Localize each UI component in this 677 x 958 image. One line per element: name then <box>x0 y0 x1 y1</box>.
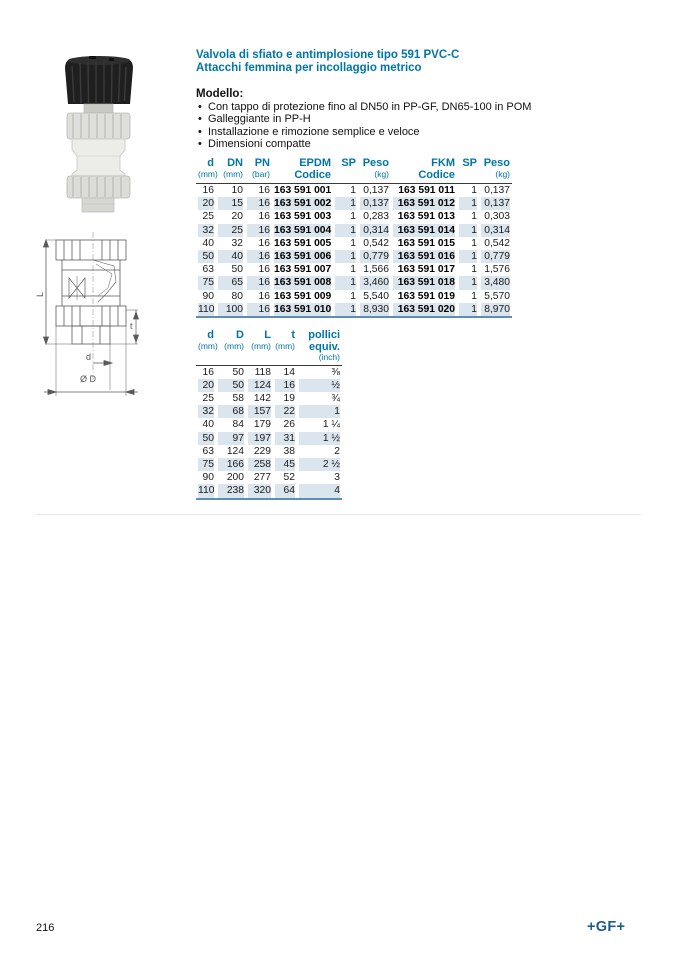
column-header: FKM Codice <box>391 158 457 184</box>
table-cell: ½ <box>297 379 342 392</box>
table-cell: 1 <box>297 405 342 418</box>
table-cell: 14 <box>283 366 295 378</box>
table-cell: ¾ <box>331 392 340 404</box>
column-header: SP <box>457 158 479 184</box>
table-cell: 63 <box>202 445 214 457</box>
table-cell: 163 591 007 <box>274 264 332 276</box>
table-cell: 110 <box>196 303 216 317</box>
table-cell: 0,137 <box>479 197 512 210</box>
table-cell: 65 <box>216 276 245 289</box>
table-cell: 1 <box>471 185 477 196</box>
table-row <box>196 197 512 210</box>
table-cell: 0,542 <box>484 237 510 249</box>
table-cell: 163 591 020 <box>391 303 457 317</box>
column-header: EPDM Codice <box>272 158 333 184</box>
table-cell: 163 591 009 <box>274 290 332 302</box>
table-row <box>196 432 342 445</box>
header-row <box>196 330 342 365</box>
table-row <box>196 250 512 263</box>
table-cell: 163 591 014 <box>391 224 457 237</box>
table-cell: 31 <box>273 432 297 445</box>
table-cell: 38 <box>283 445 295 457</box>
table-cell: 124 <box>246 379 273 392</box>
table-cell: 16 <box>273 379 297 392</box>
table-cell: 20 <box>231 211 243 223</box>
table-cell: 32 <box>196 405 216 418</box>
table-cell: 50 <box>216 379 246 392</box>
table-cell: 63 <box>202 264 214 276</box>
column-header: D (mm) <box>216 330 246 365</box>
table-cell: 163 591 006 <box>274 251 332 263</box>
table-cell: 20 <box>196 379 216 392</box>
table-cell: 163 591 004 <box>274 224 332 236</box>
column-header: L (mm) <box>246 330 273 365</box>
table-cell: 20 <box>196 197 216 210</box>
table-cell: 1 <box>457 276 479 289</box>
table-cell: 40 <box>216 250 245 263</box>
table-cell: 84 <box>232 419 244 431</box>
table-cell: 163 591 018 <box>391 276 457 289</box>
table-cell: 166 <box>216 458 246 471</box>
table-cell: 1 <box>457 250 479 263</box>
table-cell: 0,283 <box>363 211 389 223</box>
table-cell: 0,779 <box>479 250 512 263</box>
column-header: t (mm) <box>273 330 297 365</box>
table-cell: 163 591 008 <box>274 277 332 289</box>
table-cell: 0,137 <box>484 185 510 196</box>
table-row <box>196 379 342 392</box>
feature-text: Installazione e rimozione semplice e veloce <box>208 125 420 138</box>
table-cell: 200 <box>226 472 244 484</box>
table-cell: 75 <box>196 458 216 471</box>
table-cell: 320 <box>246 484 273 498</box>
table-cell: 40 <box>202 237 214 249</box>
table-cell: 15 <box>216 197 245 210</box>
section-divider <box>36 514 641 515</box>
table-cell: 258 <box>246 458 273 471</box>
feature-item <box>198 101 531 113</box>
column-header: PN (bar) <box>245 158 272 184</box>
table-row <box>196 276 512 289</box>
table-cell: 163 591 015 <box>397 237 455 249</box>
table-cell: 0,303 <box>484 211 510 223</box>
table-row <box>196 237 512 250</box>
table-cell: 3 <box>334 472 340 484</box>
table-cell: 50 <box>196 250 216 263</box>
table-cell: 90 <box>202 290 214 302</box>
column-header: Peso (kg) <box>358 158 391 184</box>
table-cell: 179 <box>253 419 271 431</box>
table-cell: 22 <box>273 405 297 418</box>
table-row <box>196 445 342 458</box>
table-cell: 40 <box>202 419 214 431</box>
table-cell: ⅜ <box>331 366 340 378</box>
table-row <box>196 484 342 498</box>
title-line-1: Valvola di sfiato e antimplosione tipo 591 PVC-C <box>196 49 460 61</box>
table-cell: 68 <box>216 405 246 418</box>
column-header: pollici equiv. (inch) <box>297 330 342 365</box>
table-cell: 1 <box>350 290 356 302</box>
table-cell: 1 <box>471 211 477 223</box>
dimension-label-t: t <box>130 321 133 331</box>
table-cell: 163 591 005 <box>274 237 332 249</box>
table-cell: 16 <box>258 237 270 249</box>
technical-drawing <box>36 230 144 408</box>
table-cell: 163 591 011 <box>398 185 455 196</box>
table-cell: 25 <box>202 392 214 404</box>
valve-photo-illustration <box>54 52 144 218</box>
table-cell: 25 <box>216 224 245 237</box>
table-cell: 163 591 001 <box>274 185 332 196</box>
table-cell: 52 <box>283 472 295 484</box>
table-cell: 45 <box>273 458 297 471</box>
column-header: d (mm) <box>196 330 216 365</box>
table-cell: 0,779 <box>358 250 391 263</box>
table-cell: 163 591 013 <box>397 211 455 223</box>
table-cell: 50 <box>231 264 243 276</box>
table-cell: 163 591 010 <box>272 303 333 317</box>
table-row <box>196 471 342 484</box>
table-cell: 58 <box>232 392 244 404</box>
table-cell: 2 <box>334 445 340 457</box>
feature-text: Dimensioni compatte <box>208 138 311 151</box>
feature-item <box>198 126 531 138</box>
table-cell: 163 591 012 <box>391 197 457 210</box>
table-cell: 0,542 <box>363 237 389 249</box>
table-cell: 8,970 <box>479 303 512 317</box>
gf-logo: +GF+ <box>587 919 626 935</box>
table-cell: 10 <box>231 185 243 196</box>
table-row <box>196 184 512 198</box>
table-cell: 1 <box>457 197 479 210</box>
table-cell: 1 <box>471 237 477 249</box>
column-header: DN (mm) <box>216 158 245 184</box>
table-cell: 163 591 019 <box>397 290 455 302</box>
bullet-icon: • <box>198 138 202 151</box>
page-number: 216 <box>36 922 55 934</box>
table-cell: 3,460 <box>358 276 391 289</box>
table-cell: 8,930 <box>358 303 391 317</box>
table-cell: 197 <box>246 432 273 445</box>
table-cell: 0,314 <box>479 224 512 237</box>
table-cell: 1 <box>350 237 356 249</box>
table-cell: 110 <box>196 484 216 498</box>
table-cell: 90 <box>202 472 214 484</box>
table-cell: 1 <box>457 224 479 237</box>
table-cell: 0,314 <box>358 224 391 237</box>
dimensions-table <box>196 330 342 500</box>
table-cell: 1 <box>333 197 358 210</box>
table-cell: 26 <box>283 419 295 431</box>
table-cell: 16 <box>258 290 270 302</box>
table-cell: 50 <box>232 366 244 378</box>
table-row <box>196 458 342 471</box>
header-row <box>196 158 512 184</box>
bullet-icon: • <box>198 113 202 126</box>
table-cell: 1,566 <box>363 264 389 276</box>
table-cell: 32 <box>231 237 243 249</box>
table-cell: 5,540 <box>363 290 389 302</box>
page-title <box>196 49 459 75</box>
model-label: Modello: <box>196 88 244 100</box>
table-row <box>196 418 342 431</box>
feature-list <box>198 101 531 151</box>
table-cell: 229 <box>253 445 271 457</box>
bullet-icon: • <box>198 101 202 113</box>
table-cell: 50 <box>196 432 216 445</box>
table-cell: 4 <box>297 484 342 498</box>
table-cell: 1 <box>471 264 477 276</box>
order-table <box>196 158 512 318</box>
table-row <box>196 405 342 418</box>
dimension-label-L: L <box>36 291 45 297</box>
dimension-label-diameter: Ø D <box>80 374 97 384</box>
table-cell: 1 ½ <box>297 432 342 445</box>
table-cell: 118 <box>254 366 271 378</box>
table-row <box>196 392 342 405</box>
table-cell: 25 <box>202 211 214 223</box>
table-cell: 142 <box>253 392 271 404</box>
table-cell: 16 <box>202 366 214 378</box>
table-cell: 1 <box>333 276 358 289</box>
feature-item <box>198 138 531 150</box>
dimension-label-d: d <box>86 352 92 362</box>
column-header: Peso (kg) <box>479 158 512 184</box>
table-cell: 1 <box>333 303 358 317</box>
table-cell: 75 <box>196 276 216 289</box>
product-photo <box>54 52 144 218</box>
dimension-drawing <box>36 230 144 408</box>
table-cell: 1 <box>350 185 356 196</box>
table-cell: 163 591 003 <box>274 211 332 223</box>
table-row <box>196 303 512 317</box>
table-cell: 1 <box>350 211 356 223</box>
table-row <box>196 224 512 237</box>
table-cell: 1 <box>333 224 358 237</box>
table-cell: 16 <box>258 211 270 223</box>
table-cell: 5,570 <box>484 290 510 302</box>
table-cell: 1,576 <box>484 264 510 276</box>
table-cell: 277 <box>253 472 271 484</box>
table-cell: 3,480 <box>479 276 512 289</box>
feature-text: Galleggiante in PP-H <box>208 113 311 126</box>
table-cell: 16 <box>245 197 272 210</box>
table-cell: 1 ¼ <box>322 419 340 431</box>
table-cell: 19 <box>283 392 295 404</box>
table-cell: 16 <box>202 185 214 196</box>
table-cell: 163 591 016 <box>391 250 457 263</box>
column-header: SP <box>333 158 358 184</box>
table-cell: 16 <box>258 264 270 276</box>
table-cell: 238 <box>216 484 246 498</box>
table-row <box>196 210 512 223</box>
table-cell: 124 <box>226 445 244 457</box>
table-cell: 32 <box>196 224 216 237</box>
table-cell: 1 <box>471 290 477 302</box>
title-line-2: Attacchi femmina per incollaggio metrico <box>196 62 422 74</box>
table-cell: 16 <box>245 224 272 237</box>
table-cell: 97 <box>216 432 246 445</box>
table-cell: 100 <box>216 303 245 317</box>
table-cell: 64 <box>273 484 297 498</box>
table-cell: 80 <box>231 290 243 302</box>
table-cell: 1 <box>457 303 479 317</box>
table-row <box>196 365 342 379</box>
table-cell: 16 <box>245 276 272 289</box>
table-row <box>196 290 512 303</box>
table-row <box>196 263 512 276</box>
table-cell: 16 <box>258 185 270 196</box>
feature-item <box>198 113 531 125</box>
table-cell: 2 ½ <box>297 458 342 471</box>
table-cell: 16 <box>245 303 272 317</box>
table-cell: 157 <box>246 405 273 418</box>
table-cell: 0,137 <box>358 197 391 210</box>
bullet-icon: • <box>198 125 202 138</box>
table-cell: 1 <box>350 264 356 276</box>
table-cell: 163 591 017 <box>397 264 455 276</box>
feature-text: Con tappo di protezione fino al DN50 in PP-GF, DN65-100 in POM <box>208 101 532 113</box>
table-cell: 0,137 <box>363 185 389 196</box>
table-cell: 16 <box>245 250 272 263</box>
table-cell: 163 591 002 <box>274 198 332 210</box>
column-header: d (mm) <box>196 158 216 184</box>
table-cell: 1 <box>333 250 358 263</box>
